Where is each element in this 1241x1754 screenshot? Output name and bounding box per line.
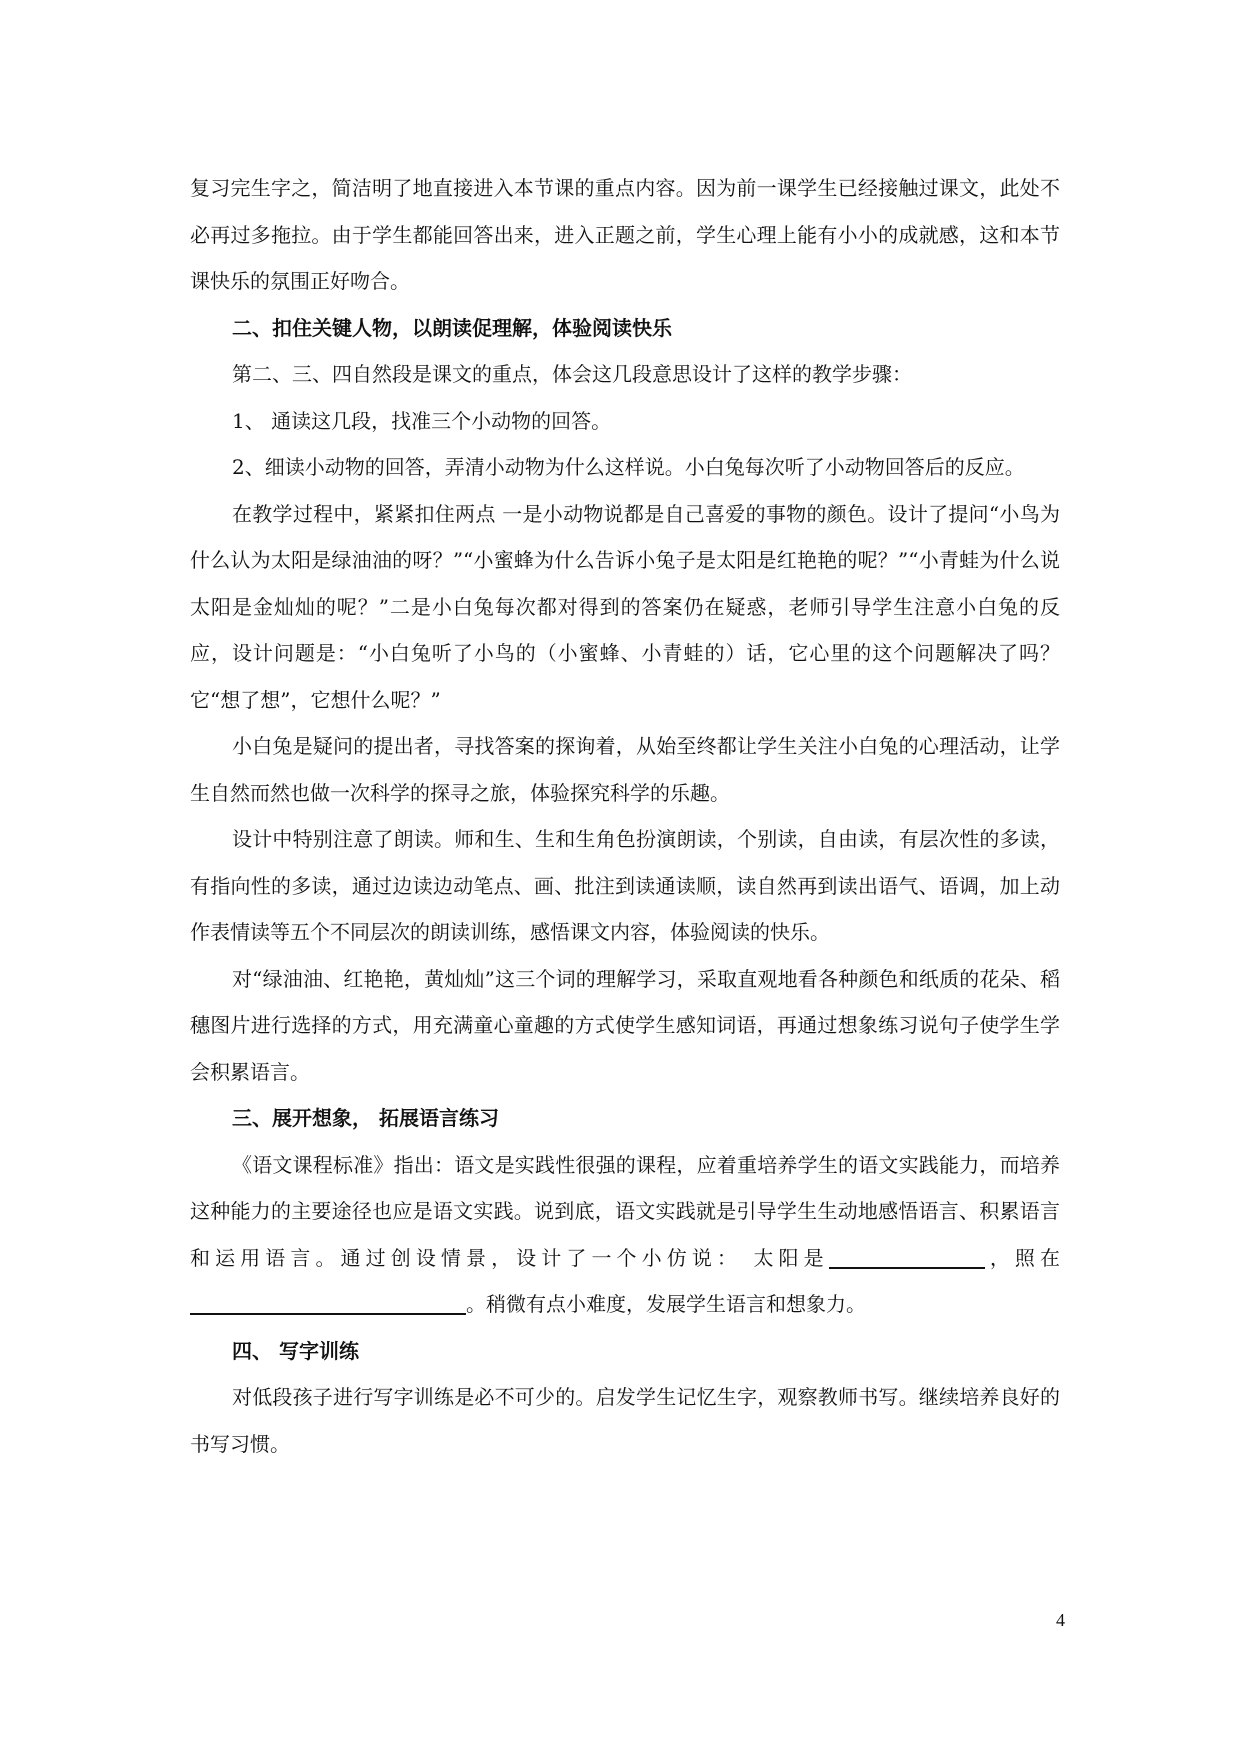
curriculum-text-part2: ，照在: [984, 1245, 1061, 1270]
section-heading-2: 二、扣住关键人物，以朗读促理解，体验阅读快乐: [232, 315, 672, 340]
paragraph-writing-training: 对低段孩子进行写字训练是必不可少的。启发学生记忆生字，观察教师书写。继续培养良好的书写习惯。: [190, 1385, 1060, 1456]
paragraph-teaching-process: 在教学过程中，紧紧扣住两点 一是小动物说都是自己喜爱的事物的颜色。设计了提问“小鸟为什么认为太阳是绿油油的呀？”“小蜜蜂为什么告诉小兔子是太阳是红艳艳的呢？”“小青蛙为什么说太阳是金灿灿的呢？”二是小白兔每次都对得到的答案仍在疑惑，老师引导学生注意小白兔的反应，设计问题是：“小白兔听了小鸟的（小蜜蜂、小青蛙的）话，它心里的这个问题解决了吗？它“想了想”，它想什么呢？”: [190, 501, 1060, 712]
paragraph-vocabulary: 对“绿油油、红艳艳，黄灿灿”这三个词的理解学习，采取直观地看各种颜色和纸质的花朵、稻穗图片进行选择的方式，用充满童心童趣的方式使学生感知词语，再通过想象练习说句子使学生学会积累语言。: [190, 966, 1060, 1084]
paragraph-curriculum-standard: [190, 1142, 1060, 1328]
page-number: 4: [1056, 1610, 1065, 1630]
paragraph-rabbit-questioner: 小白兔是疑问的提出者，寻找答案的探询着，从始至终都让学生关注小白兔的心理活动，让学生自然而然也做一次科学的探寻之旅，体验探究科学的乐趣。: [190, 734, 1060, 805]
document-body: [190, 165, 1060, 1467]
section-heading-4: 四、 写字训练: [232, 1338, 359, 1363]
paragraph-key-sections: 第二、三、四自然段是课文的重点，体会这几段意思设计了这样的教学步骤：: [232, 362, 912, 386]
step-item-1: 1、 通读这几段，找准三个小动物的回答。: [232, 408, 612, 433]
paragraph-reading-design: 设计中特别注意了朗读。师和生、生和生角色扮演朗读，个别读，自由读，有层次性的多读，有指向性的多读，通过边读边动笔点、画、批注到读通读顺，读自然再到读出语气、语调，加上动作表情读等五个不同层次的朗读训练，感悟课文内容，体验阅读的快乐。: [190, 827, 1060, 944]
curriculum-text-part3: 。稍微有点小难度，发展学生语言和想象力。: [466, 1292, 866, 1316]
fill-blank-line-1: [829, 1245, 985, 1269]
step-item-2: 2、细读小动物的回答，弄清小动物为什么这样说。小白兔每次听了小动物回答后的反应。: [232, 455, 1025, 479]
curriculum-text-part1: 《语文课程标准》指出：语文是实践性很强的课程，应着重培养学生的语文实践能力，而培养这种能力的主要途径也应是语文实践。说到底，语文实践就是引导学生生动地感悟语言、积累语言和运用语言。通过创设情景，设计了一个小仿说： 太阳是: [190, 1152, 1060, 1270]
paragraph-intro-review: 复习完生字之，简洁明了地直接进入本节课的重点内容。因为前一课学生已经接触过课文，此处不必再过多拖拉。由于学生都能回答出来，进入正题之前，学生心理上能有小小的成就感，这和本节课快乐的氛围正好吻合。: [190, 176, 1060, 293]
fill-blank-line-2: [190, 1291, 466, 1315]
section-heading-3: 三、展开想象， 拓展语言练习: [232, 1106, 499, 1130]
